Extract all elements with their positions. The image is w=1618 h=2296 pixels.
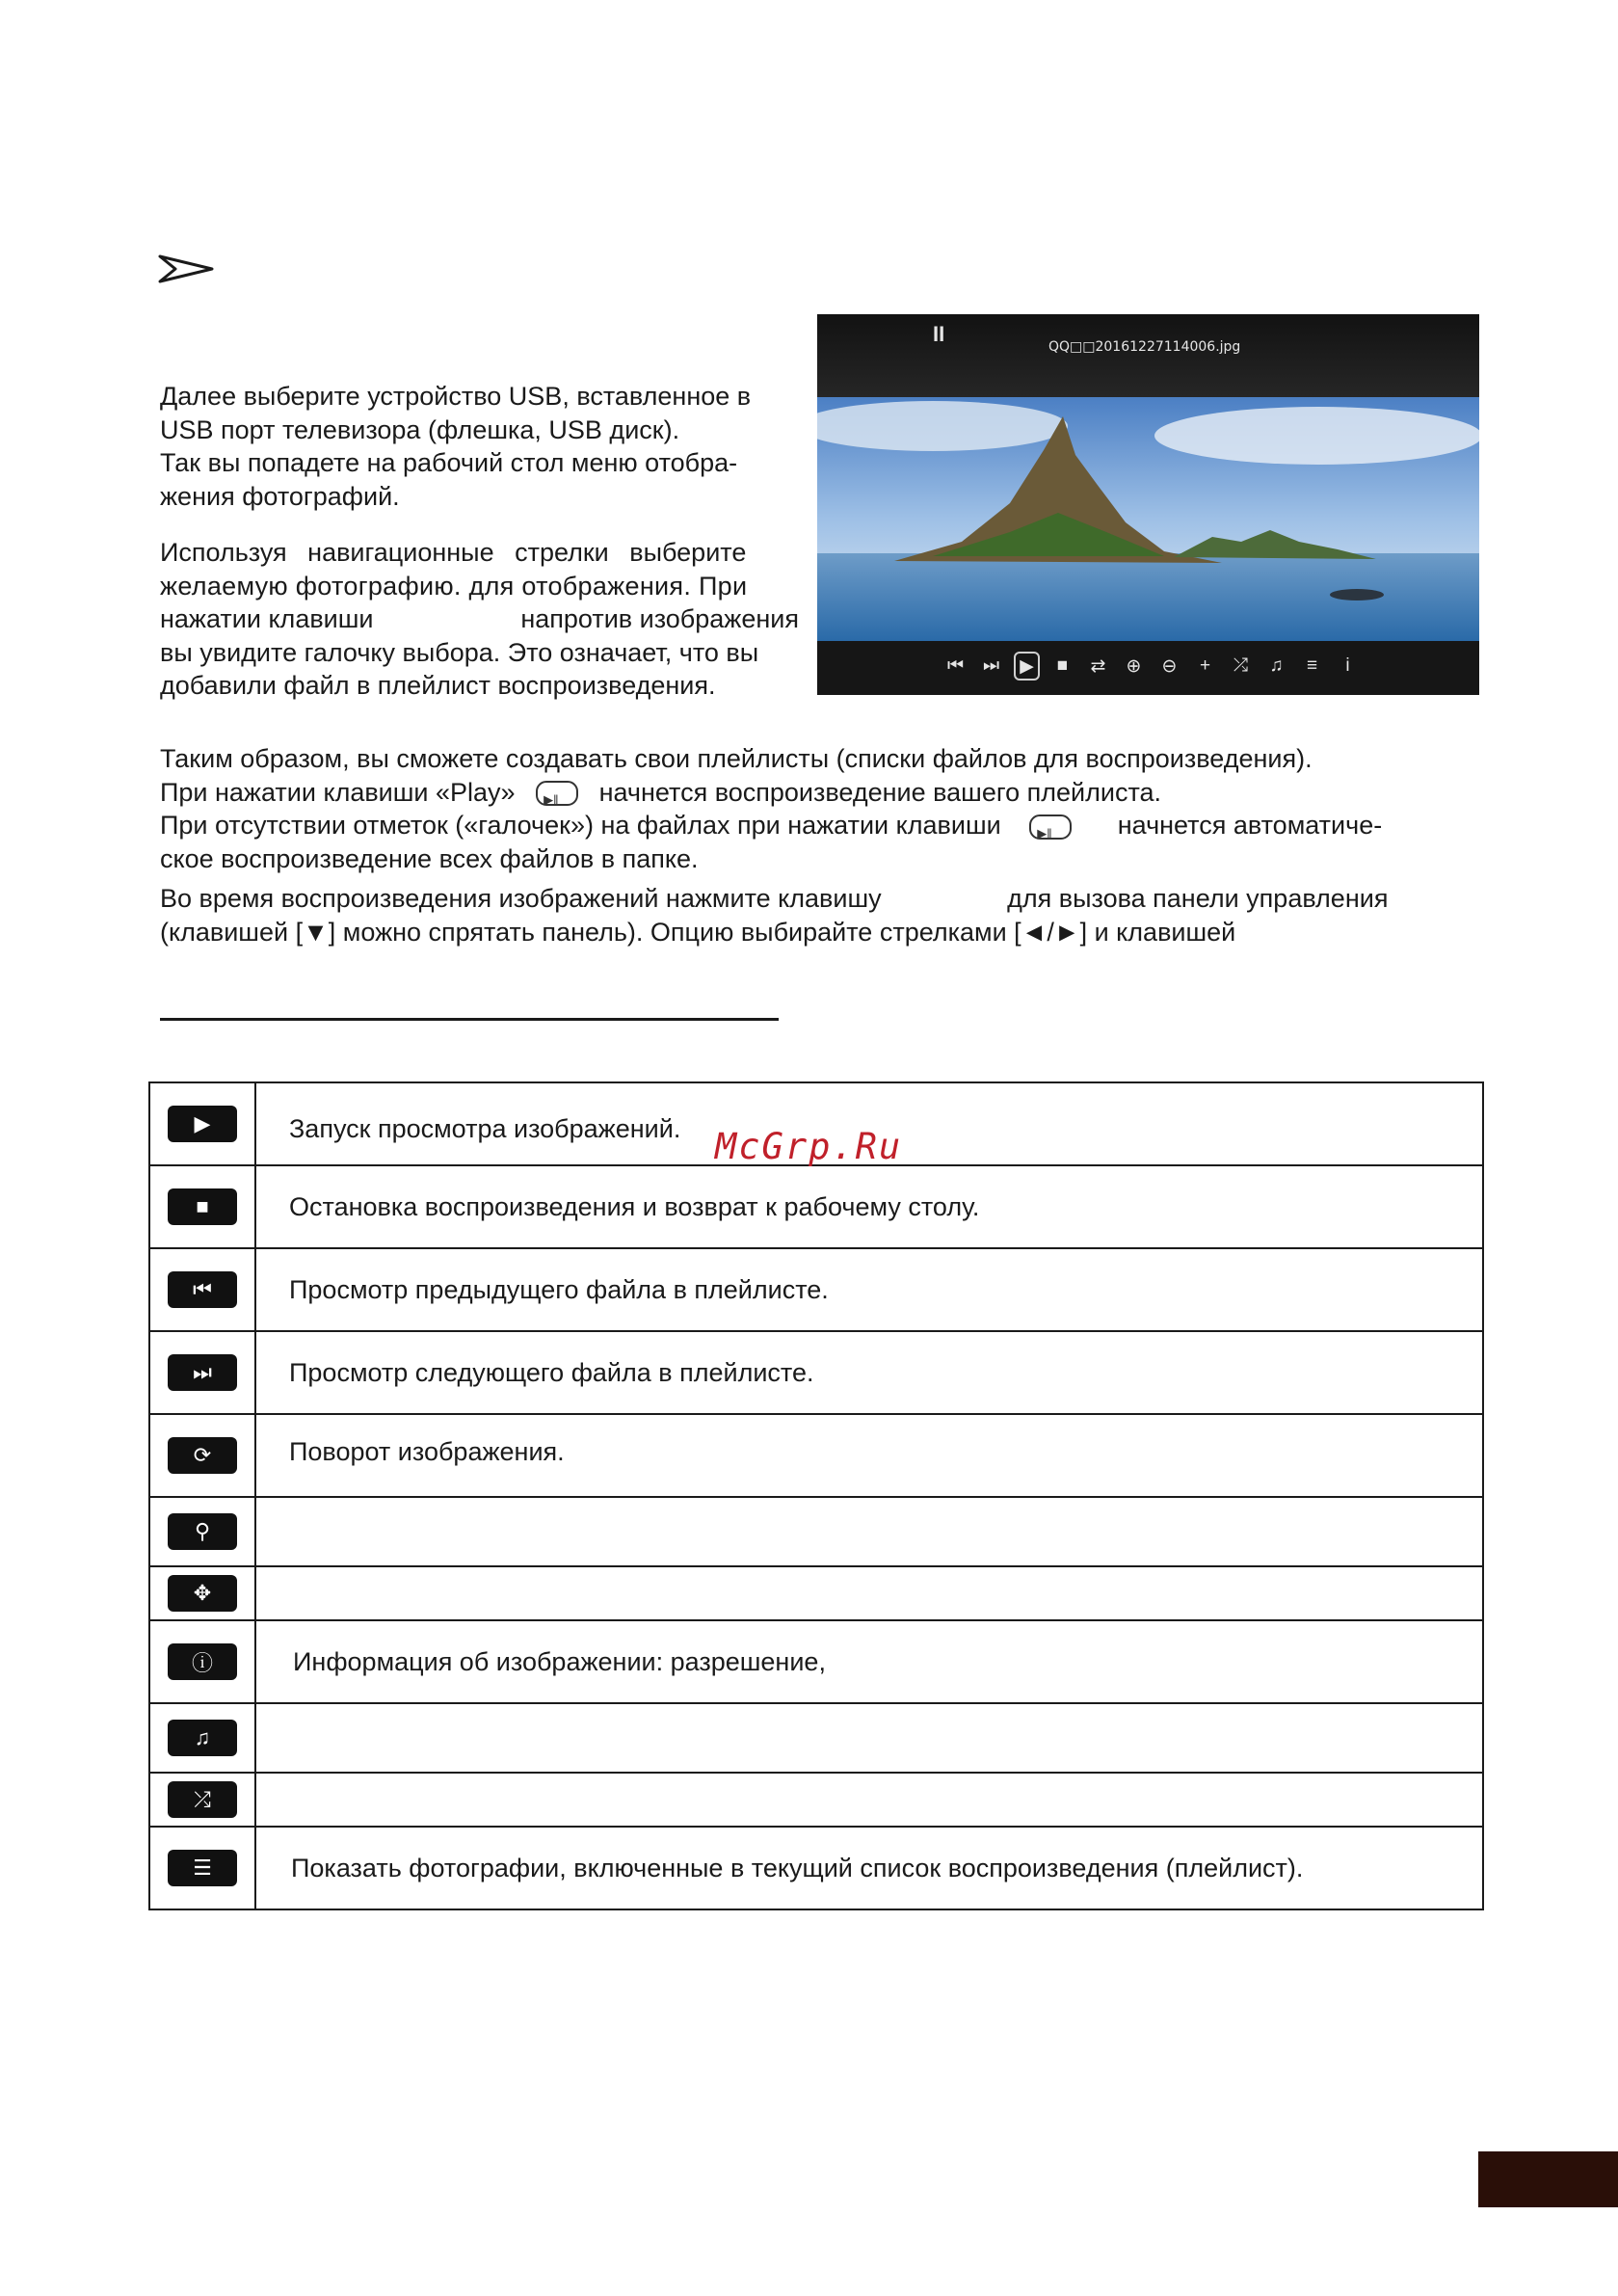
music-icon: ♫ (168, 1720, 237, 1756)
play-icon: ▶ (168, 1106, 237, 1142)
rotate-icon: ⟳ (168, 1437, 237, 1474)
landscape-photo (817, 397, 1479, 641)
info-icon: ⓘ (168, 1643, 237, 1680)
zoom-icon: ⚲ (168, 1513, 237, 1550)
watermark: McGrp.Ru (715, 1126, 903, 1167)
zoom-out-icon[interactable]: ⊖ (1161, 655, 1178, 677)
table-row (150, 1498, 1482, 1567)
move-icon: ✥ (168, 1575, 237, 1612)
table-row: ☰ Показать фотографии, включенные в текущий список воспроизведения (плейлист). (150, 1828, 1482, 1910)
table-row (150, 1774, 1482, 1828)
player-controls (942, 652, 1361, 681)
next-icon: ⏭ (168, 1354, 237, 1391)
table-row: ■ Остановка воспроизведения и возврат к рабочему столу. (150, 1166, 1482, 1249)
info-icon[interactable]: i (1345, 655, 1350, 676)
pause-indicator: II (933, 322, 945, 346)
move-icon[interactable]: + (1199, 655, 1211, 676)
next-icon[interactable]: ⏭ (982, 655, 1000, 676)
music-icon[interactable]: ♫ (1269, 655, 1284, 676)
intro-text (160, 380, 799, 513)
stop-icon[interactable]: ■ (1056, 655, 1069, 676)
repeat-icon[interactable]: ⇄ (1090, 655, 1106, 677)
previous-icon: ⏮ (168, 1271, 237, 1308)
shuffle-icon[interactable]: ⤮ (1233, 655, 1249, 676)
zoom-in-icon[interactable]: ⊕ (1126, 655, 1142, 677)
photo-player-screenshot (817, 314, 1479, 695)
section-divider (160, 1018, 779, 1021)
play-pause-key-icon (536, 781, 578, 806)
list-icon[interactable]: ≡ (1306, 655, 1318, 676)
para-usb: Далее выберите устройство USB, вставленное в USB порт телевизора (флешка, USB диск). Так вы попадете на рабочий стол меню отобра- жения фотографий. (160, 382, 752, 511)
arrow-bullet-icon (158, 253, 216, 285)
play-pause-key-icon (1029, 814, 1072, 840)
shuffle-icon: ⤮ (168, 1781, 237, 1818)
controls-table (148, 1081, 1484, 1910)
prev-icon[interactable]: ⏮ (946, 655, 965, 676)
photo-filename: QQ□□20161227114006.jpg (1048, 339, 1241, 355)
table-row: ⟳ Поворот изображения. (150, 1415, 1482, 1498)
page-number-badge (1478, 2151, 1618, 2207)
table-row: ▶ Запуск просмотра изображений. (150, 1083, 1482, 1166)
playlist-icon: ☰ (168, 1850, 237, 1886)
table-row: ⏭ Просмотр следующего файла в плейлисте. (150, 1332, 1482, 1415)
playlist-text: Таким образом, вы сможете создавать свои плейлисты (списки файлов для воспроизведения). При нажатии клавиши «Play» ▶‖ начнется воспроизведение вашего плейлиста. При отсутствии отметок («галочек») на файлах при нажатии клавиши ▶‖ начнется автоматиче- ское воспроизведение всех файлов в папке. (160, 742, 1480, 875)
stop-icon: ■ (168, 1188, 237, 1225)
table-row: ⓘ Информация об изображении: разрешение, (150, 1621, 1482, 1704)
table-row: ⏮ Просмотр предыдущего файла в плейлисте. (150, 1249, 1482, 1332)
table-row (150, 1567, 1482, 1621)
control-panel-text: Во время воспроизведения изображений нажмите клавишу для вызова панели управления (клавишей [▼] можно спрятать панель). Опцию выбирайте стрелками [◄/►] и клавишей (160, 884, 1389, 947)
nav-text: Используя навигационные стрелки выберите желаемую фотографию. для отображения. При нажатии клавиши напротив изображения вы увидите галочку выбора. Это означает, что вы добавили файл в плейлист воспроизведения. (160, 538, 799, 700)
table-row (150, 1704, 1482, 1774)
play-icon[interactable]: ▶ (1014, 652, 1040, 681)
